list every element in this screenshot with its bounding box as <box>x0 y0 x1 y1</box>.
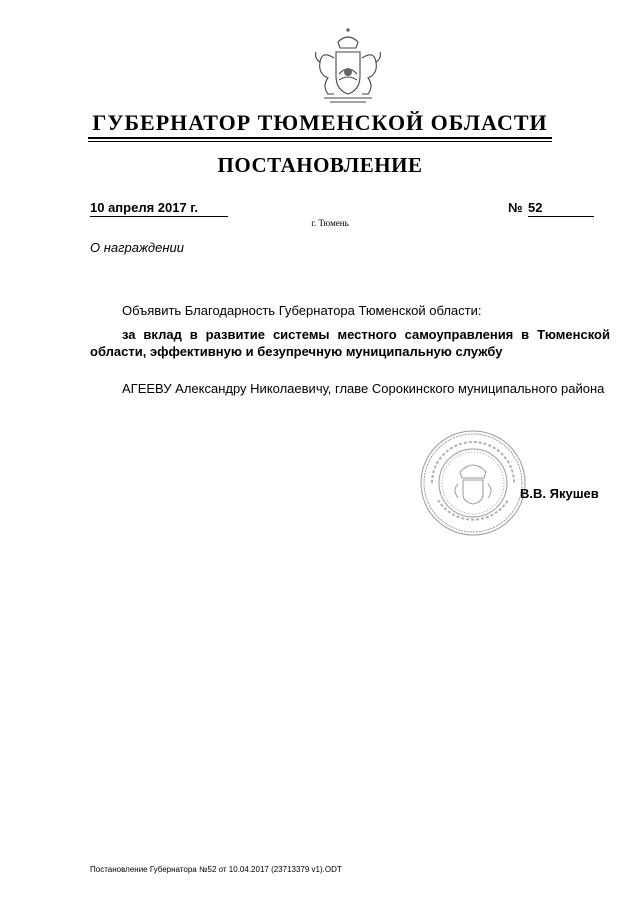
body-paragraph-2: за вклад в развитие системы местного самоуправления в Тюменской области, эффективную и безупречную муниципальную службу <box>90 327 610 359</box>
document-type: ПОСТАНОВЛЕНИЕ <box>217 153 423 177</box>
signatory-name: В.В. Якушев <box>520 486 599 501</box>
organization-title: ГУБЕРНАТОР ТЮМЕНСКОЙ ОБЛАСТИ <box>92 110 548 135</box>
number-label: № <box>508 200 523 215</box>
header-rule-thick <box>88 137 552 139</box>
document-subject: О награждении <box>90 240 184 255</box>
body-paragraph-3: АГЕЕВУ Александру Николаевичу, главе Сорокинского муниципального района <box>122 381 605 396</box>
coat-of-arms-icon <box>306 28 390 112</box>
header-rule-thin <box>88 141 552 142</box>
body-paragraph-1: Объявить Благодарность Губернатора Тюменской области: <box>122 303 482 318</box>
document-number: 52 <box>528 200 594 217</box>
footer-file-reference: Постановление Губернатора №52 от 10.04.2017 (23713379 v1).ODT <box>90 865 342 874</box>
document-date: 10 апреля 2017 г. <box>90 200 228 217</box>
document-city: г. Тюмень <box>311 218 349 228</box>
official-seal-icon <box>418 428 528 538</box>
